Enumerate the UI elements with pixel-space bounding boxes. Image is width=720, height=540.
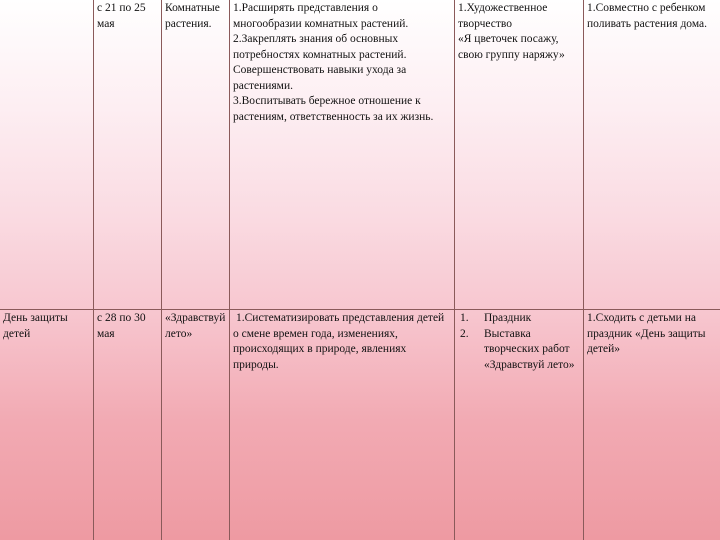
cell-dates: с 21 по 25 мая: [97, 2, 146, 30]
row-divider: [0, 309, 720, 310]
cell-parents: 1.Совместно с ребенком поливать растения дома.: [587, 2, 707, 30]
goal-item: 1.Расширять представления о многообразии комнатных растений.: [233, 2, 409, 30]
cell-activities: [456, 311, 580, 537]
cell-parents: 1.Сходить с детьми на праздник «День защиты детей»: [587, 312, 706, 355]
list-number: 2.: [460, 327, 469, 340]
column-divider: [161, 0, 162, 540]
activity-item: «Я цветочек посажу, свою группу наряжу»: [458, 33, 565, 61]
goal-item: 1.Систематизировать представления детей о смене времен года, изменениях, происходящих в природе, явлениях природы.: [233, 312, 445, 371]
activity-list: [456, 311, 580, 373]
cell-dates: с 28 по 30 мая: [97, 312, 146, 340]
list-text: Праздник: [484, 312, 532, 324]
cell-activities: [458, 1, 580, 307]
cell-theme: «Здравствуй лето»: [165, 312, 226, 340]
list-text: Выставка творческих работ «Здравствуй лето»: [484, 327, 575, 371]
goal-item: 2.Закреплять знания об основных потребностях комнатных растений. Совершенствовать навыки ухода за растениями.: [233, 33, 407, 92]
column-divider: [93, 0, 94, 540]
activity-item: 1.Художественное творчество: [458, 2, 548, 30]
cell-goals: [233, 311, 445, 537]
cell-goals: [233, 1, 447, 307]
cell-topic: [3, 1, 91, 307]
cell-topic: День защиты детей: [3, 312, 68, 340]
list-number: 1.: [460, 312, 469, 324]
list-item: [456, 311, 580, 327]
column-divider: [454, 0, 455, 540]
column-divider: [229, 0, 230, 540]
list-item: [456, 327, 580, 374]
column-divider: [583, 0, 584, 540]
goal-item: 3.Воспитывать бережное отношение к растениям, ответственность за их жизнь.: [233, 95, 434, 123]
cell-theme: Комнатные растения.: [165, 2, 220, 30]
